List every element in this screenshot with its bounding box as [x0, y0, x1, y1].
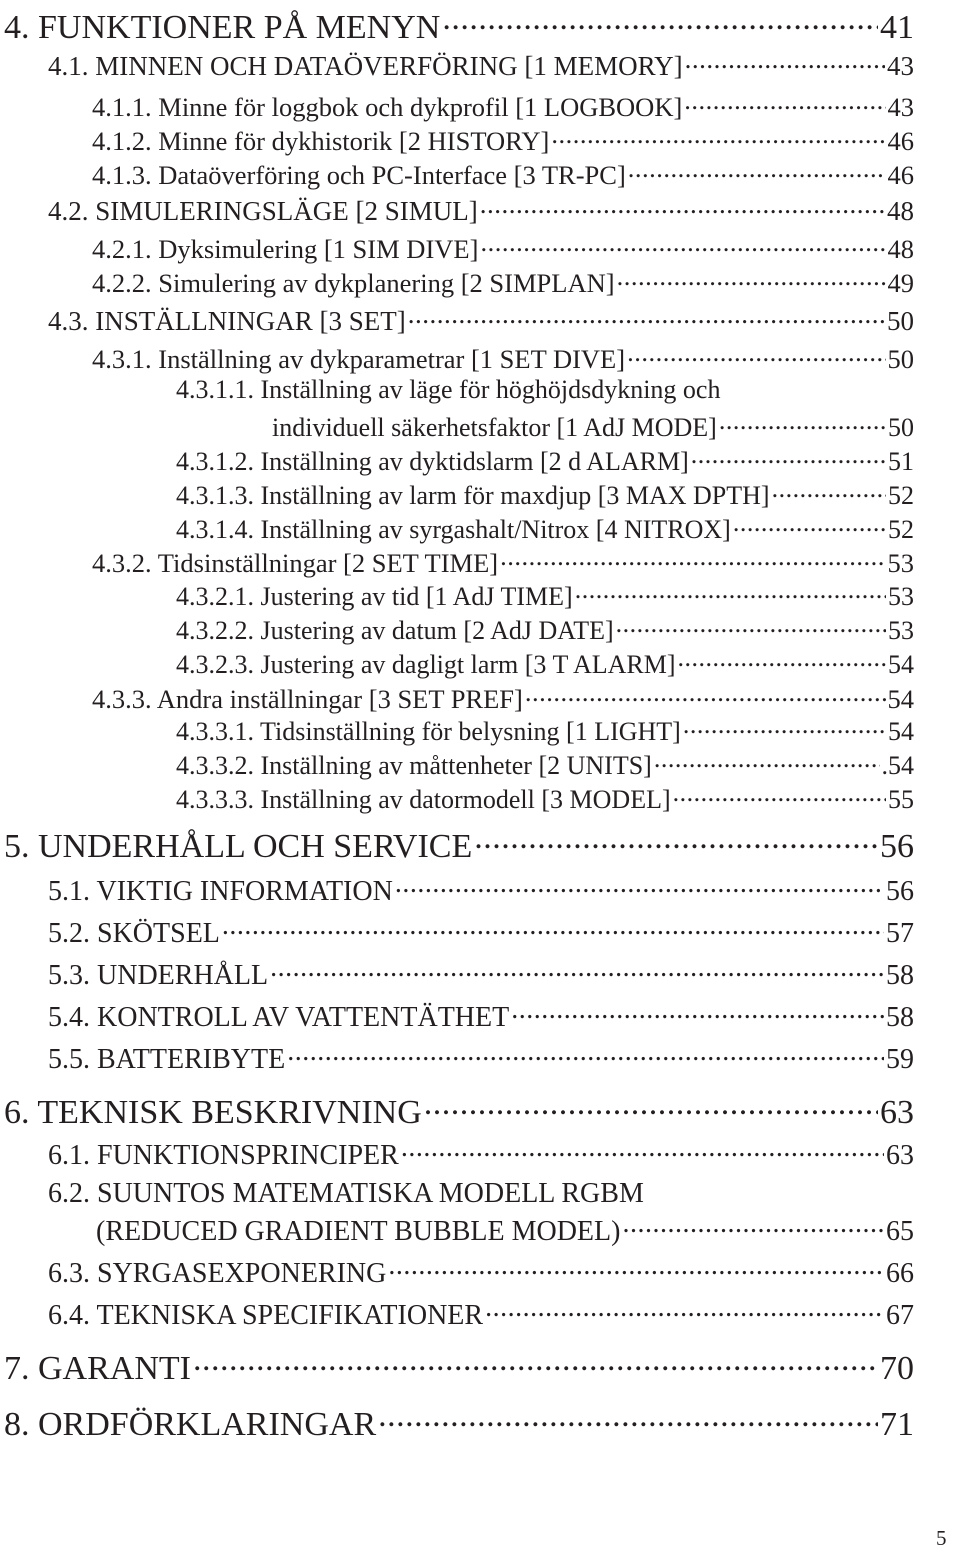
toc-entry-title: [48, 196, 478, 227]
toc-entry-number: 4.3.2.: [92, 547, 152, 578]
toc-entry-text: Simulering av dykplanering [2 SIMPLAN]: [158, 267, 615, 298]
toc-page-number: 57: [886, 918, 914, 949]
dot-leader: [573, 579, 886, 605]
toc-entry-text: SYRGASEXPONERING: [97, 1258, 387, 1289]
toc-entry-number: 5.1.: [48, 876, 90, 907]
toc-page-number: 49: [887, 267, 914, 298]
toc-page-number: 63: [880, 1094, 914, 1131]
toc-entry-text: Minne för dykhistorik [2 HISTORY]: [158, 125, 550, 156]
dot-leader: [509, 998, 884, 1026]
toc-entry-text: Dataöverföring och PC-Interface [3 TR-PC]: [158, 159, 626, 190]
dot-leader: [268, 956, 884, 984]
toc-entry-text: FUNKTIONSPRINCIPER: [97, 1140, 399, 1171]
toc-entry[interactable]: [92, 545, 914, 579]
toc-entry-number: 4.3.1.2.: [176, 447, 254, 476]
toc-entry[interactable]: [176, 782, 914, 815]
toc-entry-number: 4.3.1.4.: [176, 515, 254, 544]
toc-entry-title: [48, 1002, 509, 1034]
dot-leader: [626, 157, 886, 184]
toc-entry-title: [48, 1178, 644, 1210]
dot-leader: [625, 341, 885, 368]
toc-page-number: 48: [887, 196, 914, 226]
toc-entry-number: 4.3.3.3.: [176, 785, 254, 814]
toc-entry-title: [176, 785, 671, 815]
toc-page-number: .54: [881, 751, 914, 780]
dot-leader: [440, 4, 878, 38]
toc-entry-text: Minne för loggbok och dykprofil [1 LOGBOOK]: [158, 91, 683, 122]
dot-leader: [285, 1040, 884, 1068]
dot-leader: [717, 410, 886, 436]
toc-entry-number: 5.3.: [48, 960, 90, 991]
dot-leader: [478, 231, 885, 258]
toc-entry[interactable]: [48, 998, 914, 1034]
toc-entry-continuation[interactable]: [96, 1212, 914, 1248]
dot-leader: [682, 89, 885, 116]
toc-entry[interactable]: [4, 1089, 914, 1132]
toc-page-number: 53: [888, 616, 914, 645]
toc-entry-title: [4, 828, 472, 866]
dot-leader: [483, 1296, 884, 1324]
toc-entry[interactable]: [176, 647, 914, 680]
toc-page-number: 52: [888, 515, 914, 544]
toc-entry-title: [92, 126, 549, 157]
toc-page-number: 52: [888, 481, 914, 510]
toc-entry[interactable]: [92, 157, 914, 191]
toc-entry[interactable]: [92, 341, 914, 375]
toc-entry[interactable]: [48, 1136, 914, 1172]
toc-page-number: 59: [886, 1044, 914, 1075]
toc-entry-number: 5.: [4, 828, 30, 865]
toc-entry[interactable]: [48, 193, 914, 227]
toc-entry-text: UNDERHÅLL: [97, 960, 269, 991]
toc-entry-number: 4.3.2.3.: [176, 650, 254, 679]
toc-entry-title: [176, 751, 652, 781]
toc-entry-number: 4.2.2.: [92, 267, 152, 298]
toc-entry-text: BATTERIBYTE: [97, 1044, 286, 1075]
toc-entry[interactable]: [176, 375, 720, 405]
toc-entry[interactable]: [48, 1296, 914, 1332]
toc-entry[interactable]: [48, 872, 914, 908]
toc-entry-text: TEKNISK BESKRIVNING: [37, 1094, 422, 1131]
toc-entry-text: SIMULERINGSLÄGE [2 SIMUL]: [95, 196, 478, 226]
page-number: 5: [936, 1526, 947, 1550]
toc-entry-text: Inställning av datormodell [3 MODEL]: [260, 785, 671, 814]
toc-entry[interactable]: [176, 579, 914, 612]
toc-entry-text: Justering av tid [1 AdJ TIME]: [260, 582, 573, 611]
dot-leader: [220, 914, 884, 942]
toc-entry-number: 4.3.: [48, 306, 89, 336]
toc-entry[interactable]: [92, 265, 914, 299]
toc-page-number: 50: [887, 343, 914, 374]
toc-entry-title: [48, 960, 268, 992]
toc-page-number: 43: [887, 51, 914, 81]
toc-page-number: 66: [886, 1258, 914, 1289]
toc-entry-number: 4.2.: [48, 196, 89, 226]
toc-entry-number: 7.: [4, 1350, 30, 1387]
toc-entry-title: [176, 481, 770, 511]
toc-entry-number: 4.3.1.: [92, 343, 152, 374]
toc-entry-text: VIKTIG INFORMATION: [96, 876, 393, 907]
toc-entry-text: SUUNTOS MATEMATISKA MODELL RGBM: [97, 1178, 644, 1209]
toc-page-number: 67: [886, 1300, 914, 1331]
toc-entry-title: [48, 918, 220, 950]
toc-entry-number: 4.: [4, 9, 30, 46]
toc-entry-number: 4.3.2.2.: [176, 616, 254, 645]
toc-entry[interactable]: [4, 1401, 914, 1444]
toc-entry-title: [92, 268, 615, 299]
toc-entry-number: 4.1.: [48, 51, 89, 81]
toc-entry-text: Justering av dagligt larm [3 T ALARM]: [260, 650, 676, 679]
toc-entry-title: [48, 306, 406, 337]
toc-page-number: 70: [880, 1350, 914, 1387]
toc-entry[interactable]: [176, 512, 914, 545]
toc-entry-title: [92, 160, 626, 191]
toc-entry-title: [176, 650, 676, 680]
toc-page-number: 53: [887, 547, 914, 578]
toc-entry-title: [4, 9, 440, 47]
toc-entry-text: Inställning av syrgashalt/Nitrox [4 NITROX]: [260, 515, 731, 544]
toc-entry[interactable]: [4, 1345, 914, 1388]
toc-entry[interactable]: [92, 89, 914, 123]
toc-page-number: 65: [886, 1216, 914, 1247]
dot-leader: [406, 303, 885, 330]
dot-leader: [671, 782, 886, 808]
dot-leader: [393, 872, 884, 900]
toc-page-number: 55: [888, 785, 914, 814]
toc-entry-text-continued: (REDUCED GRADIENT BUBBLE MODEL): [96, 1216, 621, 1247]
toc-entry[interactable]: [48, 956, 914, 992]
toc-entry[interactable]: [176, 444, 914, 477]
toc-entry[interactable]: [176, 714, 914, 747]
toc-entry-number: 4.1.1.: [92, 91, 152, 122]
toc-entry[interactable]: [48, 1178, 644, 1210]
toc-entry-title: [48, 1300, 483, 1332]
toc-entry-text: UNDERHÅLL OCH SERVICE: [38, 828, 473, 865]
toc-entry[interactable]: [48, 914, 914, 950]
toc-entry-title: [48, 876, 393, 908]
dot-leader: [523, 681, 886, 708]
dot-leader: [549, 123, 885, 150]
toc-entry-text: KONTROLL AV VATTENTÄTHET: [97, 1002, 510, 1033]
toc-entry-number: 4.3.1.3.: [176, 481, 254, 510]
toc-entry[interactable]: [4, 823, 914, 866]
toc-entry-text: INSTÄLLNINGAR [3 SET]: [95, 306, 406, 336]
dot-leader: [498, 545, 885, 572]
toc-entry-title: [176, 447, 689, 477]
toc-entry-text: Andra inställningar [3 SET PREF]: [156, 683, 523, 714]
toc-entry-number: 4.3.2.1.: [176, 582, 254, 611]
toc-entry-number: 5.4.: [48, 1002, 90, 1033]
dot-leader: [478, 193, 885, 220]
dot-leader: [191, 1345, 878, 1379]
toc-entry-title: [176, 717, 681, 747]
dot-leader: [689, 444, 886, 470]
toc-entry-number: 8.: [4, 1406, 30, 1443]
toc-page-number: 58: [886, 1002, 914, 1033]
toc-entry[interactable]: [176, 748, 914, 781]
toc-entry-number: 5.2.: [48, 918, 90, 949]
toc-entry-title: [48, 1140, 399, 1172]
toc-entry-text: Inställning av dyktidslarm [2 d ALARM]: [260, 447, 689, 476]
toc-page-number: 56: [880, 828, 914, 865]
toc-page-number: 46: [887, 159, 914, 190]
toc-page-number: 51: [888, 447, 914, 476]
toc-entry-title: [48, 1044, 285, 1076]
toc-entry-text: TEKNISKA SPECIFIKATIONER: [96, 1300, 484, 1331]
toc-entry-text: Tidsinställningar [2 SET TIME]: [157, 547, 499, 578]
dot-leader: [376, 1401, 878, 1435]
toc-entry-text-continued: individuell säkerhetsfaktor [1 AdJ MODE]: [272, 413, 717, 442]
dot-leader: [422, 1089, 878, 1123]
toc-page-number: 43: [887, 91, 914, 122]
toc-entry-title: [4, 1350, 191, 1388]
toc-entry-number: 4.2.1.: [92, 233, 152, 264]
toc-entry-title: [92, 548, 498, 579]
toc-entry-number: 4.3.3.2.: [176, 751, 254, 780]
toc-entry-continuation[interactable]: [272, 410, 914, 443]
toc-entry-text: Inställning av läge för höghöjdsdykning och: [260, 375, 721, 404]
toc-entry-number: 6.2.: [48, 1178, 90, 1209]
toc-entry-number: 6.3.: [48, 1258, 90, 1289]
toc-entry[interactable]: [4, 4, 914, 47]
toc-entry-title: [48, 1258, 386, 1290]
toc-page-number: 50: [888, 413, 914, 442]
toc-entry-number: 4.3.1.1.: [176, 375, 254, 404]
toc-entry-text: Tidsinställning för belysning [1 LIGHT]: [260, 717, 681, 746]
toc-page-number: 71: [880, 1406, 914, 1443]
toc-entry-title: [92, 344, 625, 375]
toc-entry-text: MINNEN OCH DATAÖVERFÖRING [1 MEMORY]: [95, 51, 683, 81]
toc-page-number: 46: [887, 125, 914, 156]
toc-entry-title: [176, 375, 720, 405]
toc-page-number: 53: [888, 582, 914, 611]
toc-page-number: 54: [887, 683, 914, 714]
dot-leader: [615, 265, 886, 292]
toc-entry-number: 5.5.: [48, 1044, 90, 1075]
toc-page-number: 58: [886, 960, 914, 991]
dot-leader: [614, 613, 886, 639]
dot-leader: [620, 1212, 884, 1240]
toc-entry-text: Inställning av larm för maxdjup [3 MAX DPTH]: [260, 481, 770, 510]
toc-entry[interactable]: [92, 681, 914, 715]
toc-entry-text: ORDFÖRKLARINGAR: [38, 1406, 377, 1443]
toc-entry[interactable]: [92, 231, 914, 265]
toc-entry-number: 6.4.: [48, 1300, 90, 1331]
toc-page-number: 50: [887, 306, 914, 336]
dot-leader: [731, 512, 886, 538]
toc-page-number: 54: [888, 717, 914, 746]
toc-entry-title: [92, 684, 523, 715]
toc-entry-number: 4.1.3.: [92, 159, 152, 190]
toc-entry[interactable]: [48, 303, 914, 337]
toc-entry-title: [4, 1094, 422, 1132]
toc-entry-title: [48, 51, 683, 82]
toc-entry-text: Inställning av måttenheter [2 UNITS]: [260, 751, 652, 780]
toc-entry-number: 4.1.2.: [92, 125, 152, 156]
toc-page-number: 56: [886, 876, 914, 907]
toc-entry-title: [92, 234, 478, 265]
dot-leader: [652, 748, 880, 774]
toc-entry-number: 6.: [4, 1094, 30, 1131]
toc-entry-text: Justering av datum [2 AdJ DATE]: [260, 616, 614, 645]
dot-leader: [681, 714, 886, 740]
toc-entry-text: SKÖTSEL: [97, 918, 220, 949]
dot-leader: [770, 478, 886, 504]
toc-entry[interactable]: [48, 48, 914, 82]
toc-entry-title: [176, 515, 731, 545]
toc-entry-title: [92, 92, 682, 123]
toc-page-number: 41: [880, 9, 914, 46]
toc-page-number: 48: [887, 233, 914, 264]
dot-leader: [386, 1254, 884, 1282]
dot-leader: [683, 48, 885, 75]
toc-entry-title: [4, 1406, 376, 1444]
toc-entry[interactable]: [48, 1254, 914, 1290]
toc-entry[interactable]: [176, 478, 914, 511]
dot-leader: [472, 823, 878, 857]
toc-page-number: 54: [888, 650, 914, 679]
toc-entry-number: 4.3.3.1.: [176, 717, 254, 746]
toc-entry-number: 4.3.3.: [92, 683, 152, 714]
dot-leader: [676, 647, 887, 673]
toc-entry-text: Inställning av dykparametrar [1 SET DIVE]: [158, 343, 626, 374]
toc-entry-title: [176, 616, 614, 646]
toc-entry-text: FUNKTIONER PÅ MENYN: [38, 9, 441, 46]
toc-page-number: 63: [886, 1140, 914, 1171]
toc-entry-title: [176, 582, 573, 612]
toc-entry-text: GARANTI: [38, 1350, 191, 1387]
toc-entry[interactable]: [48, 1040, 914, 1076]
toc-entry-number: 6.1.: [48, 1140, 90, 1171]
toc-entry-text: Dyksimulering [1 SIM DIVE]: [158, 233, 479, 264]
toc-entry[interactable]: [176, 613, 914, 646]
dot-leader: [399, 1136, 884, 1164]
toc-entry[interactable]: [92, 123, 914, 157]
